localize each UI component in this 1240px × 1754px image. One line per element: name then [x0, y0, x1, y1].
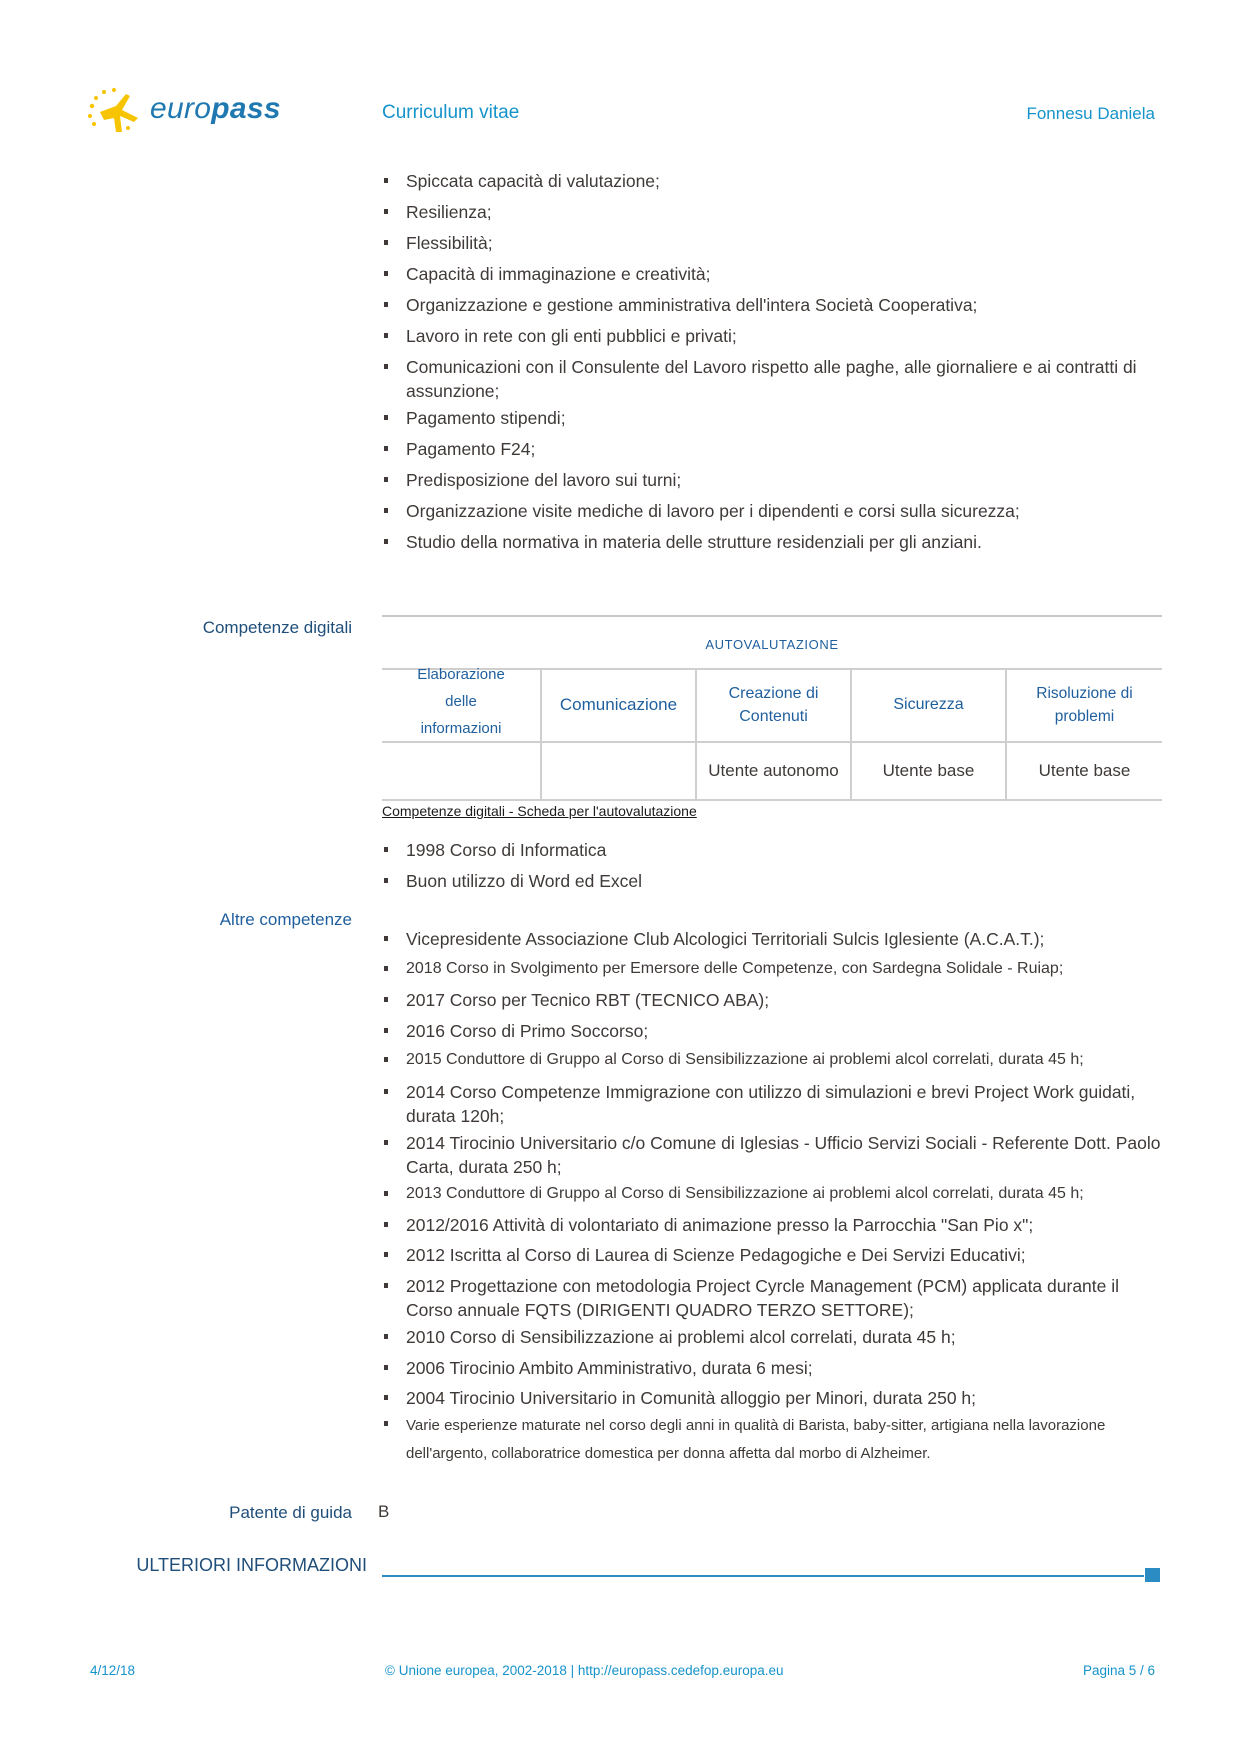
- list-item: 2006 Tirocinio Ambito Amministrativo, durata 6 mesi;: [382, 1356, 1162, 1380]
- value-cell-problem-solving: Utente base: [1038, 761, 1131, 780]
- driving-licence-value: B: [378, 1502, 390, 1521]
- list-item: 2014 Tirocinio Universitario c/o Comune di Iglesias - Ufficio Servizi Sociali - Referente Dott. Paolo Carta, durata 250 h;: [382, 1131, 1162, 1179]
- list-item: Comunicazioni con il Consulente del Lavoro rispetto alle paghe, alle giornaliere e ai contratti di assunzione;: [382, 355, 1162, 403]
- europass-wordmark: europass: [150, 92, 281, 125]
- list-item: 2012 Progettazione con metodologia Project Cyrcle Management (PCM) applicata durante il Corso annuale FQTS (DIRIGENTI QUADRO TERZO SETTORE);: [382, 1274, 1162, 1322]
- list-item: Resilienza;: [382, 200, 1162, 224]
- header-cell-communication: Comunicazione: [559, 695, 678, 714]
- value-cell-safety: Utente base: [882, 761, 975, 780]
- list-item: Studio della normativa in materia delle strutture residenziali per gli anziani.: [382, 530, 1162, 554]
- list-item: Organizzazione e gestione amministrativa dell'intera Società Cooperativa;: [382, 293, 1162, 317]
- list-item: 1998 Corso di Informatica: [382, 838, 1162, 862]
- list-item: Organizzazione visite mediche di lavoro per i dipendenti e corsi sulla sicurezza;: [382, 499, 1162, 523]
- header-cell-safety: Sicurezza: [893, 696, 964, 713]
- section-rule: [382, 1575, 1144, 1577]
- list-item: 2014 Corso Competenze Immigrazione con utilizzo di simulazioni e brevi Project Work guidati, durata 120h;: [382, 1080, 1162, 1128]
- list-item: Buon utilizzo di Word ed Excel: [382, 869, 1162, 893]
- self-assessment-heading: AUTOVALUTAZIONE: [705, 637, 839, 652]
- self-assessment-grid-link[interactable]: Competenze digitali - Scheda per l'autovalutazione: [382, 803, 697, 819]
- list-item: Spiccata capacità di valutazione;: [382, 169, 1162, 193]
- section-rule-end-square: [1145, 1568, 1160, 1582]
- footer-copyright-link[interactable]: © Unione europea, 2002-2018 | http://europass.cedefop.europa.eu: [385, 1663, 784, 1678]
- list-item: Predisposizione del lavoro sui turni;: [382, 468, 1162, 492]
- list-item: 2015 Conduttore di Gruppo al Corso di Sensibilizzazione ai problemi alcol correlati, durata 45 h;: [382, 1048, 1162, 1072]
- value-cell-communication: [542, 743, 695, 799]
- section-label-digital: Competenze digitali: [202, 618, 352, 637]
- list-item: 2010 Corso di Sensibilizzazione ai problemi alcol correlati, durata 45 h;: [382, 1325, 1162, 1349]
- list-item: 2013 Conduttore di Gruppo al Corso di Sensibilizzazione ai problemi alcol correlati, durata 45 h;: [382, 1182, 1162, 1206]
- list-item: Pagamento F24;: [382, 437, 1162, 461]
- list-item: Varie esperienze maturate nel corso degli anni in qualità di Barista, baby-sitter, artigiana nella lavorazione dell'argento, collaboratrice domestica per donna affetta dal morbo di Alzheimer.: [382, 1412, 1162, 1468]
- other-skills-list: [382, 927, 1162, 1468]
- section-label-driving-licence: Patente di guida: [229, 1503, 352, 1522]
- header-cell-problem-solving: [1007, 669, 1162, 741]
- digital-extra-list: [382, 838, 1162, 893]
- header-cell-line: informazioni: [420, 719, 502, 737]
- header-cell-line: Contenuti: [739, 708, 808, 725]
- section-label-other-skills: Altre competenze: [219, 910, 352, 929]
- digital-competences-table: [382, 615, 1162, 801]
- list-item: 2017 Corso per Tecnico RBT (TECNICO ABA);: [382, 988, 1162, 1012]
- table-rule: [382, 799, 1162, 801]
- section-heading-additional-info: ULTERIORI INFORMAZIONI: [136, 1555, 367, 1575]
- footer-page-number: Pagina 5 / 6: [1082, 1663, 1155, 1678]
- header-cell-line: delle: [445, 692, 477, 710]
- list-item: 2012/2016 Attività di volontariato di animazione presso la Parrocchia "San Pio x";: [382, 1213, 1162, 1237]
- list-item: 2016 Corso di Primo Soccorso;: [382, 1019, 1162, 1043]
- skills-list: [382, 169, 1162, 554]
- list-item: Vicepresidente Associazione Club Alcologici Territoriali Sulcis Iglesiente (A.C.A.T.);: [382, 927, 1162, 951]
- list-item: Capacità di immaginazione e creatività;: [382, 262, 1162, 286]
- header-cell-content-creation: [697, 669, 850, 741]
- header-cell-line: Creazione di: [728, 685, 819, 702]
- list-item: Lavoro in rete con gli enti pubblici e privati;: [382, 324, 1162, 348]
- header-cell-line: Elaborazione: [417, 665, 505, 683]
- header-cell-line: problemi: [1054, 708, 1115, 725]
- value-cell-information-processing: [382, 743, 540, 799]
- list-item: Flessibilità;: [382, 231, 1162, 255]
- document-title: Curriculum vitae: [382, 102, 520, 123]
- candidate-name: Fonnesu Daniela: [1026, 104, 1155, 123]
- list-item: Pagamento stipendi;: [382, 406, 1162, 430]
- table-top-rule: [382, 615, 1162, 617]
- list-item: 2004 Tirocinio Universitario in Comunità alloggio per Minori, durata 250 h;: [382, 1386, 1162, 1410]
- value-cell-content-creation: Utente autonomo: [708, 761, 839, 780]
- list-item: 2012 Iscritta al Corso di Laurea di Scienze Pedagogiche e Dei Servizi Educativi;: [382, 1243, 1162, 1267]
- footer-date: 4/12/18: [90, 1663, 136, 1678]
- header-cell-line: Risoluzione di: [1036, 685, 1133, 702]
- list-item: 2018 Corso in Svolgimento per Emersore delle Competenze, con Sardegna Solidale - Ruiap;: [382, 957, 1162, 981]
- header-cell-information-processing: [382, 665, 540, 737]
